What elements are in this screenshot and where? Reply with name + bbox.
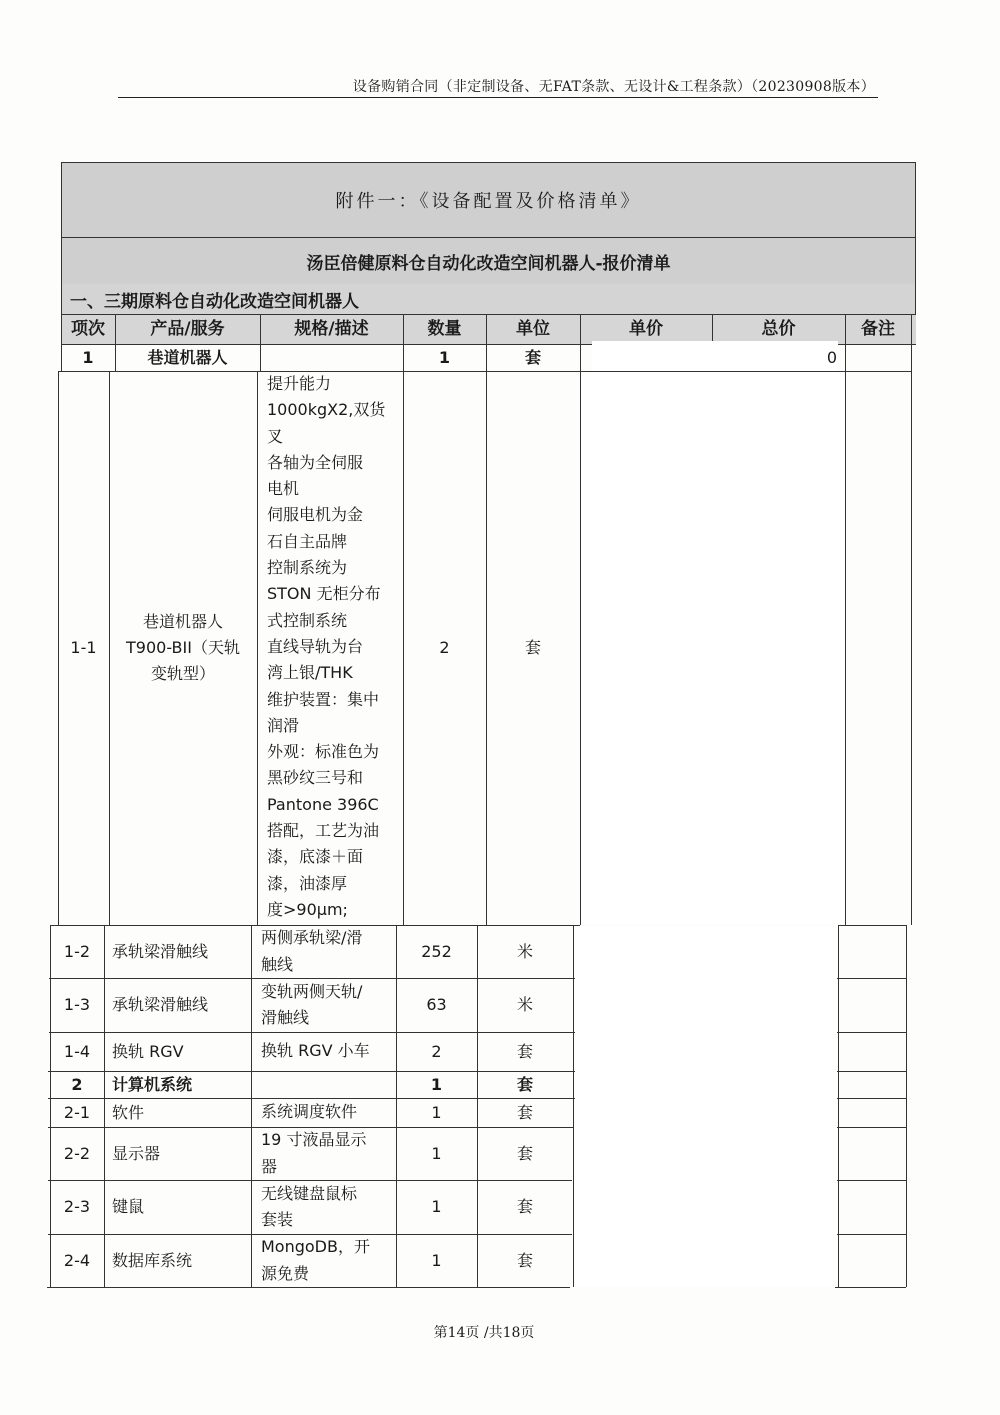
row-qty: 2 — [439, 638, 450, 657]
row-qty: 2 — [431, 1041, 442, 1061]
col-header-total-price: 总价 — [761, 319, 796, 339]
quotation-title-box — [61, 237, 916, 285]
row-qty: 1 — [438, 347, 451, 367]
row-unit: 米 — [516, 995, 533, 1014]
row-spec: 换轨 RGV 小车 — [261, 1041, 370, 1061]
row-no: 2-4 — [63, 1250, 91, 1270]
row-spec: 两侧承轨梁/滑 触线 — [261, 928, 363, 974]
redaction-patch — [575, 926, 837, 1286]
row-unit: 套 — [516, 1102, 533, 1122]
row-no: 2-2 — [63, 1143, 91, 1163]
row-product: 软件 — [112, 1102, 145, 1122]
attachment-title: 附件一：《设备配置及价格清单》 — [335, 191, 642, 212]
header-rule — [118, 97, 878, 98]
row-qty: 1 — [431, 1102, 442, 1122]
row-qty: 1 — [431, 1250, 442, 1270]
col-header-product: 产品/服务 — [150, 319, 225, 339]
row-product: 巷道机器人 T900-BII（天轨 变轨型） — [126, 612, 240, 683]
row-product: 计算机系统 — [112, 1074, 193, 1094]
row-product: 承轨梁滑触线 — [112, 995, 209, 1014]
row-qty: 1 — [431, 1143, 442, 1163]
row-no: 2 — [71, 1074, 83, 1094]
page-header: 设备购销合同（非定制设备、无FAT条款、无设计&工程条款）（20230908版本） — [352, 79, 875, 95]
row-no: 1-1 — [70, 638, 97, 657]
quotation-title: 汤臣倍健原料仓自动化改造空间机器人-报价清单 — [306, 253, 671, 274]
row-unit: 套 — [516, 1250, 533, 1270]
row-no: 1-3 — [63, 995, 91, 1014]
redaction-patch — [581, 372, 844, 924]
section-heading: 一、三期原料仓自动化改造空间机器人 — [61, 284, 916, 315]
row-qty: 1 — [430, 1074, 443, 1094]
row-qty: 63 — [426, 995, 447, 1014]
row-product: 换轨 RGV — [112, 1041, 184, 1061]
row-spec: 变轨两侧天轨/ 滑触线 — [261, 981, 363, 1027]
attachment-title-box — [61, 162, 916, 238]
page-footer: 第14页 /共18页 — [433, 1325, 535, 1341]
row-unit: 套 — [516, 1143, 533, 1163]
row-product: 巷道机器人 — [147, 347, 228, 367]
row-unit: 套 — [516, 1197, 533, 1216]
row-product: 键鼠 — [112, 1197, 145, 1216]
row-spec: MongoDB，开 源免费 — [261, 1237, 370, 1283]
row-unit: 米 — [516, 941, 533, 961]
row-qty: 1 — [431, 1197, 442, 1216]
row-no: 1-2 — [63, 941, 91, 961]
col-header-remarks: 备注 — [861, 319, 895, 339]
row-product: 承轨梁滑触线 — [112, 941, 209, 961]
row-spec: 提升能力 1000kgX2,双货 叉 各轴为全伺服 电机 伺服电机为金 石自主品牌 控制系统为 STON 无柜分布 式控制系统 直线导轨为台 湾上银/THK 维护装置：集中 润滑 外观：标准色为 黑砂纹三号和 Pantone 396C 搭配，工艺为油 漆，底漆＋面 漆，油漆厚 度>90μm; — [267, 374, 386, 919]
col-header-qty: 数量 — [427, 319, 462, 339]
row-spec: 无线键盘鼠标 套装 — [261, 1183, 358, 1229]
row-no: 2-1 — [63, 1102, 91, 1122]
row-unit: 套 — [524, 347, 541, 367]
row-product: 数据库系统 — [112, 1250, 193, 1270]
row-no: 1-4 — [63, 1041, 91, 1061]
row-no: 1 — [82, 347, 94, 367]
row-spec: 系统调度软件 — [261, 1102, 358, 1122]
col-header-item-no: 项次 — [71, 319, 105, 339]
col-header-unit: 单位 — [516, 319, 550, 339]
row-unit: 套 — [524, 638, 541, 657]
row-no: 2-3 — [63, 1197, 91, 1216]
row-total-price: 0 — [826, 347, 837, 367]
row-product: 显示器 — [112, 1143, 161, 1163]
row-qty: 252 — [421, 941, 452, 961]
row-unit: 套 — [516, 1074, 533, 1094]
row-spec: 19 寸液晶显示 器 — [261, 1130, 367, 1176]
row-unit: 套 — [516, 1041, 533, 1061]
col-header-unit-price: 单价 — [629, 319, 663, 339]
col-header-spec: 规格/描述 — [294, 319, 369, 339]
